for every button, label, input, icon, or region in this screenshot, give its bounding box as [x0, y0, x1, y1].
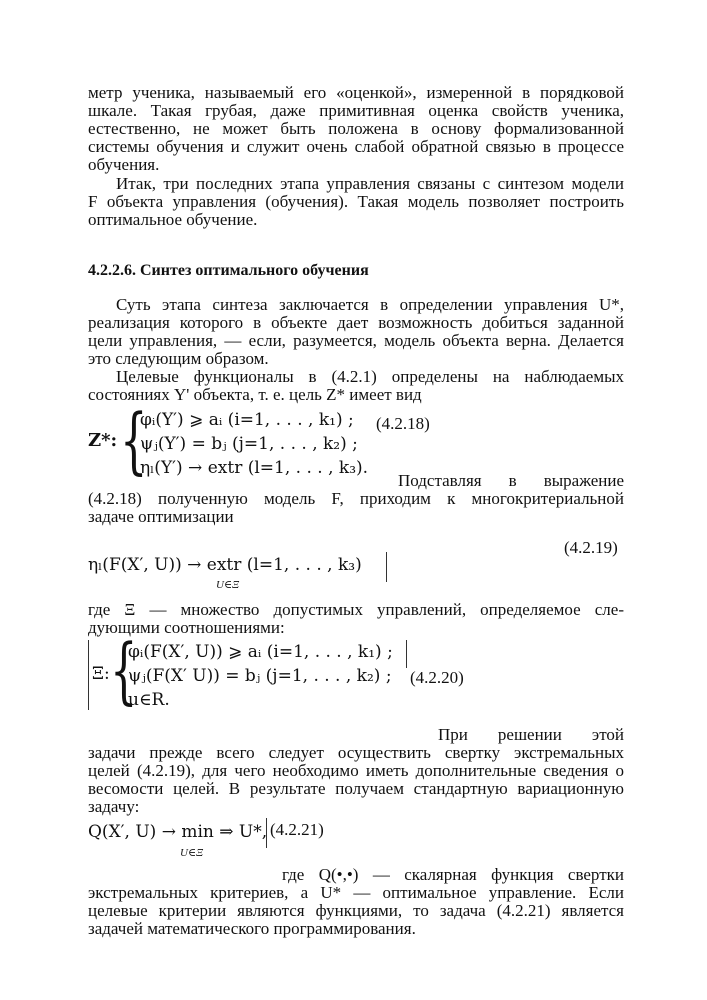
equation-number: (4.2.18) — [376, 414, 430, 433]
text-line: оптимальное обучение. — [88, 210, 258, 229]
eq18-row-2: ψⱼ(Y′) = bⱼ (j=1, . . . , k₂) ; — [140, 434, 358, 454]
paragraph-2 — [88, 175, 624, 229]
text-line: дующими соотношениями: — [88, 618, 285, 637]
text-line: задачей математического программирования. — [88, 919, 416, 938]
eq20-row-2: ψⱼ(F(X′ U)) = bⱼ (j=1, . . . , k₂) ; — [128, 666, 392, 686]
text-line: Итак, три последних этапа управления связаны с синтезом модели — [116, 174, 624, 193]
paragraph-8 — [88, 866, 624, 938]
section-heading: 4.2.2.6. Синтез оптимального обучения — [88, 262, 369, 279]
text-line: где Ξ — множество допустимых управлений, определяемое сле- — [88, 600, 624, 619]
text-line: При решении этой — [438, 725, 624, 744]
text-line: весомости целей. В результате получаем стандартную вариационную — [88, 779, 624, 798]
paragraph-6 — [88, 601, 624, 637]
text-line: реализация которого в объекте дает возможность добиться заданной — [88, 313, 624, 332]
paragraph-7 — [88, 726, 624, 816]
divider — [88, 640, 89, 710]
text-line: системы обучения и служит очень слабой обратной связью в процессе — [88, 137, 624, 156]
text-line: (4.2.18) полученную модель F, приходим к многокритериальной — [88, 489, 624, 508]
text-line: задаче оптимизации — [88, 507, 234, 526]
left-brace-icon: { — [120, 398, 148, 482]
text-line: F объекта управления (обучения). Такая модель позволяет построить — [88, 192, 624, 211]
eq18-row-1: φᵢ(Y′) ⩾ aᵢ (i=1, . . . , k₁) ; — [140, 410, 354, 430]
text-line: цели управления, — если, разумеется, модель объекта верна. Делается — [88, 331, 624, 350]
eq20-lhs: Ξ: — [92, 664, 110, 684]
text-line: состояниях Y' объекта, т. е. цель Z* имеет вид — [88, 385, 422, 404]
text-line: обучения. — [88, 155, 160, 174]
text-line: это следующим образом. — [88, 349, 269, 368]
text-line: задачу: — [88, 797, 140, 816]
text-line: Целевые функционалы в (4.2.1) определены на наблюдаемых — [116, 367, 624, 386]
equation-number: (4.2.19) — [564, 538, 618, 557]
eq18-row-3: ηₗ(Y′) → extr (l=1, . . . , k₃). — [140, 458, 369, 478]
text-line: экстремальных критериев, а U* — оптимальное управление. Если — [88, 883, 624, 902]
equation-number: (4.2.20) — [410, 668, 464, 687]
text-line: целевые критерии являются функциями, то задача (4.2.21) является — [88, 901, 624, 920]
eq21-expression: Q(X′, U) → min ⇒ U*, — [88, 822, 268, 842]
eq21-subscript: U∈Ξ — [180, 847, 204, 859]
paragraph-4 — [88, 368, 624, 404]
divider — [406, 640, 407, 668]
text-line: метр ученика, называемый его «оценкой», измеренной в порядковой — [88, 83, 624, 102]
eq20-row-3: u∈R. — [128, 690, 170, 710]
equation-number: (4.2.21) — [270, 820, 324, 839]
eq20-row-1: φᵢ(F(X′, U)) ⩾ aᵢ (i=1, . . . , k₁) ; — [128, 642, 393, 662]
text-line: где Q(•,•) — скалярная функция свертки — [282, 865, 624, 884]
paragraph-1 — [88, 84, 624, 174]
paragraph-5 — [88, 472, 624, 526]
text-line: Суть этапа синтеза заключается в определении управления U*, — [116, 295, 624, 314]
eq19-subscript: U∈Ξ — [216, 579, 240, 591]
text-line: шкале. Такая грубая, даже примитивная оценка свойств ученика, — [88, 101, 624, 120]
paragraph-3 — [88, 296, 624, 368]
divider — [386, 552, 387, 582]
eq19-expression: ηₗ(F(X′, U)) → extr (l=1, . . . , k₃) — [88, 555, 362, 575]
text-line: задачи прежде всего следует осуществить свертку экстремальных — [88, 743, 624, 762]
text-line: Подставляя в выражение — [398, 471, 624, 490]
divider — [266, 818, 267, 848]
eq18-lhs: Z*: — [88, 430, 118, 451]
text-line: целей (4.2.19), для чего необходимо иметь дополнительные сведения о — [88, 761, 624, 780]
text-line: естественно, не может быть положена в основу формализованной — [88, 119, 624, 138]
left-brace-icon: { — [110, 628, 138, 712]
